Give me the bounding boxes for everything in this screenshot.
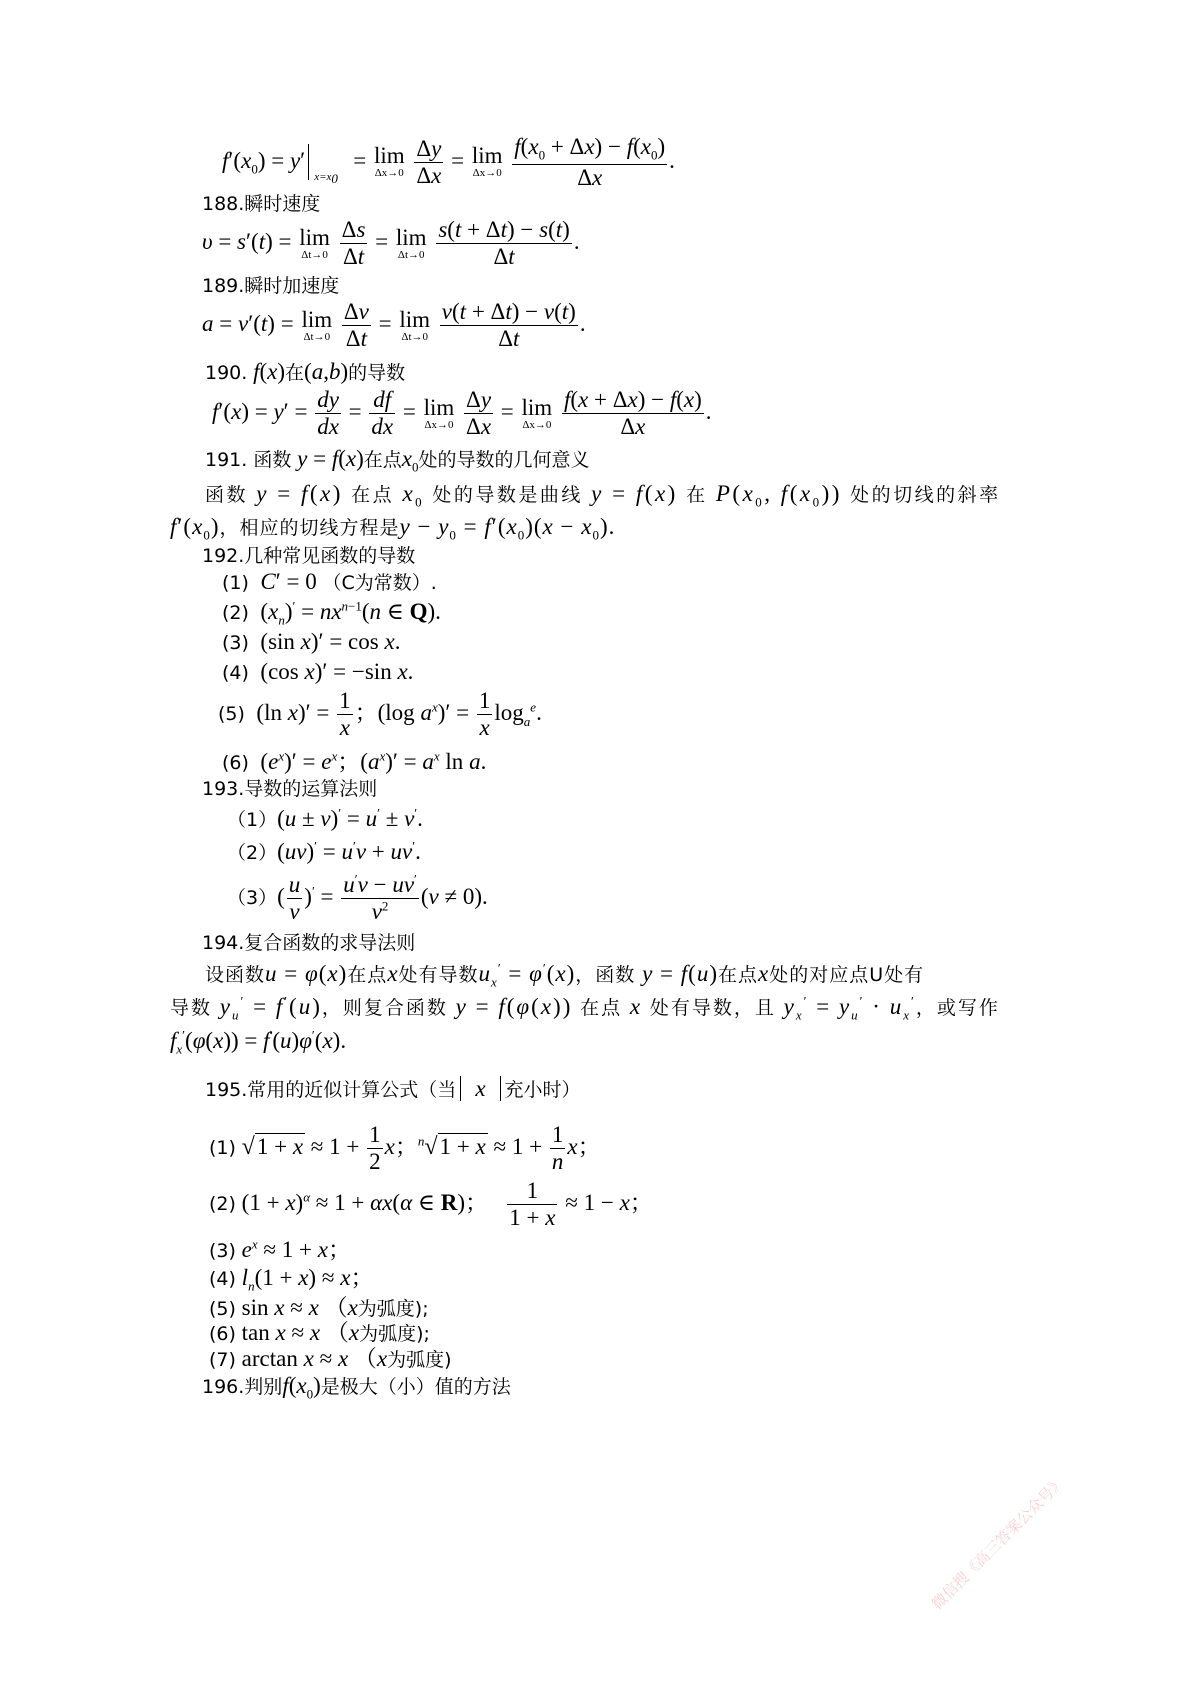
- formula-192-5: (5) (ln x)′ = $\frac{1}{x}$ ；(log $a^x)'$ = $\frac{1}{x}$ $\log_a^e$.: [218, 688, 542, 741]
- formula-192-2: (2) $(x_n)' = nx^{n-1}(n$ ∈ Q).: [222, 598, 441, 628]
- heading-191: 191. 函数 y = f(x)在点$x_0$处的导数的几何意义: [205, 446, 590, 475]
- heading-188: 188.瞬时速度: [202, 193, 321, 215]
- formula-derivative-interval: f′(x) = y′ = $\frac{dy}{dx}$ = $\frac{df}{dx}$ = lim Δx→0 $\frac{\Delta y}{\Delta x}$ = lim Δx→0 $\frac{f(x + \Delta x) - f(x)}{\Delta x}$ .: [212, 387, 712, 440]
- heading-193: 193.导数的运算法则: [202, 778, 378, 800]
- heading-189: 189.瞬时加速度: [202, 275, 340, 297]
- paragraph-194-line2: 导数 $y_u' = f'(u)$，则复合函数 y = f(φ(x)) 在点 x 处有导数，且 $y_x' = y_u' \cdot u_x'$，或写作: [170, 993, 1000, 1023]
- formula-195-4: (4) $l_n(1 + x) \approx x$；: [209, 1265, 374, 1294]
- heading-192: 192.几种常见函数的导数: [202, 545, 416, 567]
- formula-192-4: (4) (cos x)′ = −sin x.: [222, 659, 414, 684]
- heading-190: 190. f(x)在(a,b)的导数: [205, 359, 406, 384]
- formula-195-6: (6) tan x ≈ x （x为弧度);: [209, 1320, 430, 1345]
- formula-195-5: (5) sin x ≈ x （x为弧度);: [209, 1295, 429, 1320]
- formula-194-alt: $f_x'(\varphi(x)) = f'(u)\varphi'(x)$.: [170, 1027, 347, 1057]
- watermark: 微信搜《高三答案公众号》: [928, 1472, 1069, 1613]
- heading-196: 196.判别$f(x_0)$是极大（小）值的方法: [202, 1373, 511, 1402]
- formula-instant-acceleration: a = v′(t) = lim Δt→0 $\frac{\Delta v}{\Delta t}$ = lim Δt→0 $\frac{v(t + \Delta t) - v(t)}{\Delta t}$ .: [202, 299, 586, 352]
- formula-193-3: （3）( $\frac{u}{v}$ )′ = $\frac{u'v - uv'}{v^2}$ (v ≠ 0).: [227, 871, 488, 925]
- formula-195-3: (3) $e^x \approx 1 + x$；: [209, 1236, 351, 1262]
- heading-194: 194.复合函数的求导法则: [202, 932, 416, 954]
- formula-instant-velocity: υ = s′(t) = lim Δt→0 $\frac{\Delta s}{\Delta t}$ = lim Δt→0 $\frac{s(t + \Delta t) - s(t)}{\Delta t}$ .: [202, 217, 580, 270]
- formula-derivative-at-point: $f'(x_0) = y'$ $x=x_0$ = lim Δx→0 $\frac{\Delta y}{\Delta x}$ = lim Δx→0 $\frac{f(x_0 + \Delta x) - f(x_0)}{\Delta x}$ .: [222, 134, 675, 190]
- formula-193-2: （2）(uv)′ = u′v + uv′.: [227, 838, 421, 864]
- formula-192-3: (3) (sin x)′ = cos x.: [222, 629, 401, 654]
- paragraph-194-line1: 设函数u = φ(x)在点x处有导数$u_x' = \varphi'(x)$，函数 y = f(u)在点x处的对应点U处有: [205, 960, 925, 990]
- heading-195: 195.常用的近似计算公式（当 x 充小时）: [205, 1076, 581, 1101]
- formula-192-1: (1) C′ = 0 （C为常数）.: [222, 569, 437, 594]
- paragraph-191-line2: $f'(x_0)$，相应的切线方程是$y - y_0 = f'(x_0)(x - x_0)$.: [170, 514, 616, 543]
- formula-195-1: (1) √1 + x ≈ 1 + $\frac{1}{2}$ x；$^n$√1 + x ≈ 1 + $\frac{1}{n}$ x；: [209, 1122, 601, 1175]
- formula-195-7: (7) arctan x ≈ x （x为弧度): [209, 1346, 452, 1371]
- formula-195-2: (2) $(1 + x)^\alpha \approx 1 + \alpha x(\alpha$ ∈ R)； $\frac{1}{1 + x}$ ≈ 1 − x；: [209, 1178, 653, 1231]
- formula-192-6: (6) $(e^x)' = e^x$；$(a^x)' = a^x$ ln a.: [222, 748, 487, 774]
- paragraph-191-line1: 函数 y = f(x) 在点 $x_0$ 处的导数是曲线 y = f(x) 在 $P(x_0$, $f(x_0)$) 处的切线的斜率: [205, 481, 1001, 510]
- formula-193-1: （1）(u ± v)′ = u′ ± v′.: [227, 805, 423, 831]
